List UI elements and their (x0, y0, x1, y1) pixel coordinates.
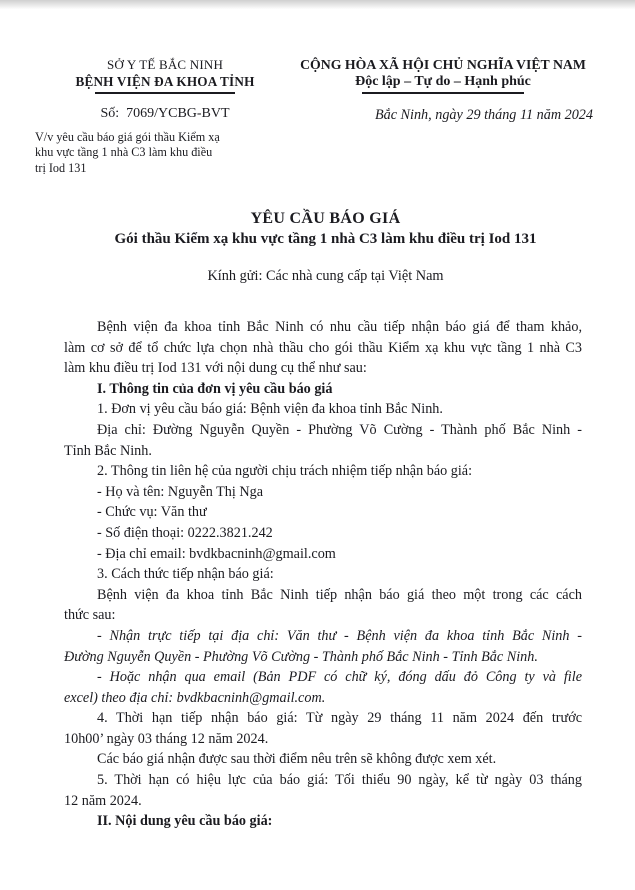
text-line: trị Iod 131 (35, 160, 87, 175)
text-line: - Họ và tên: Nguyễn Thị Nga (97, 483, 264, 500)
text-line: làm cơ sở để tổ chức lựa chọn nhà thầu cho gói thầu Kiểm xạ khu vực tầng 1 nhà C3 (64, 339, 582, 356)
paragraph (64, 564, 582, 585)
text-line: 3. Cách thức tiếp nhận báo giá: (97, 566, 274, 583)
paragraph (64, 399, 582, 420)
org-name: BỆNH VIỆN ĐA KHOA TỈNH (75, 74, 255, 89)
paragraph (64, 585, 582, 626)
paragraph (64, 317, 582, 379)
text-line: Địa chỉ: Đường Nguyễn Quyền - Phường Võ Cường - Thành phố Bắc Ninh - (97, 421, 582, 438)
paragraph (64, 420, 582, 461)
text-line: - Số điện thoại: 0222.3821.242 (97, 524, 273, 541)
paragraph (64, 708, 582, 749)
paragraph (64, 667, 582, 708)
text-line: II. Nội dung yêu cầu báo giá: (97, 813, 273, 830)
paragraph (64, 461, 582, 482)
text-line: 1. Đơn vị yêu cầu báo giá: Bệnh viện đa khoa tỉnh Bắc Ninh. (97, 401, 443, 418)
issuing-org-block (35, 57, 295, 176)
text-line: I. Thông tin của đơn vị yêu cầu báo giá (97, 380, 333, 397)
paragraph (64, 811, 582, 832)
document-number: Số: 7069/YCBG-BVT (100, 105, 230, 121)
place-date-line: Bắc Ninh, ngày 29 tháng 11 năm 2024 (374, 106, 593, 123)
paragraph (64, 544, 582, 565)
scan-top-edge (0, 0, 635, 9)
doc-subject (35, 130, 295, 177)
text-line: 2. Thông tin liên hệ của người chịu trách nhiệm tiếp nhận báo giá: (97, 463, 473, 480)
text-line: V/v yêu cầu báo giá gói thầu Kiểm xạ (35, 129, 220, 144)
paragraph (64, 749, 582, 770)
document-subtitle: Gói thầu Kiểm xạ khu vực tầng 1 nhà C3 làm khu điều trị Iod 131 (114, 231, 537, 247)
paragraph (64, 482, 582, 503)
text-line: thức sau: (64, 607, 116, 624)
paragraph (64, 379, 582, 400)
document-title: YÊU CẦU BÁO GIÁ (250, 210, 401, 227)
text-line: 12 năm 2024. (64, 792, 142, 809)
paragraph (64, 523, 582, 544)
text-line: khu vực tầng 1 nhà C3 làm khu điều (35, 145, 213, 160)
text-line: 5. Thời hạn có hiệu lực của báo giá: Tối thiểu 90 ngày, kể từ ngày 03 tháng (97, 772, 582, 789)
text-line: làm khu điều trị Iod 131 với nội dung cụ thể như sau: (64, 360, 367, 377)
document-body (64, 317, 582, 832)
text-line: Đường Nguyễn Quyền - Phường Võ Cường - Thành phố Bắc Ninh - Tỉnh Bắc Ninh. (64, 648, 538, 665)
text-line: Bệnh viện đa khoa tỉnh Bắc Ninh tiếp nhận báo giá theo một trong các cách (97, 586, 582, 603)
paragraph (64, 502, 582, 523)
text-line: excel) theo địa chỉ: bvdkbacninh@gmail.com. (64, 689, 326, 706)
text-line: - Nhận trực tiếp tại địa chỉ: Văn thư - Bệnh viện đa khoa tỉnh Bắc Ninh - (97, 627, 582, 644)
motto-underline (362, 92, 524, 94)
text-line: Tỉnh Bắc Ninh. (64, 442, 152, 459)
text-line: - Chức vụ: Văn thư (97, 504, 207, 521)
paragraph (64, 626, 582, 667)
text-line: - Địa chỉ email: bvdkbacninh@gmail.com (97, 545, 336, 562)
salutation: Kính gửi: Các nhà cung cấp tại Việt Nam (207, 268, 444, 284)
national-header-block (283, 57, 603, 124)
text-line: 10h00’ ngày 03 tháng 12 năm 2024. (64, 730, 269, 747)
parent-org-name: SỞ Y TẾ BẮC NINH (106, 57, 224, 72)
text-line: Các báo giá nhận được sau thời điểm nêu trên sẽ không được xem xét. (97, 751, 497, 768)
paragraph (64, 770, 582, 811)
text-line: 4. Thời hạn tiếp nhận báo giá: Từ ngày 29 tháng 11 năm 2024 đến trước (97, 710, 582, 727)
national-motto: Độc lập – Tự do – Hạnh phúc (355, 74, 531, 89)
text-line: Bệnh viện đa khoa tỉnh Bắc Ninh có nhu cầu tiếp nhận báo giá để tham khảo, (97, 319, 582, 335)
national-title: CỘNG HÒA XÃ HỘI CHỦ NGHĨA VIỆT NAM (300, 57, 586, 72)
text-line: - Hoặc nhận qua email (Bản PDF có chữ ký, đóng dấu đỏ Công ty và file (97, 669, 582, 686)
document-title-block (16, 208, 635, 250)
org-name-underline (95, 92, 235, 94)
